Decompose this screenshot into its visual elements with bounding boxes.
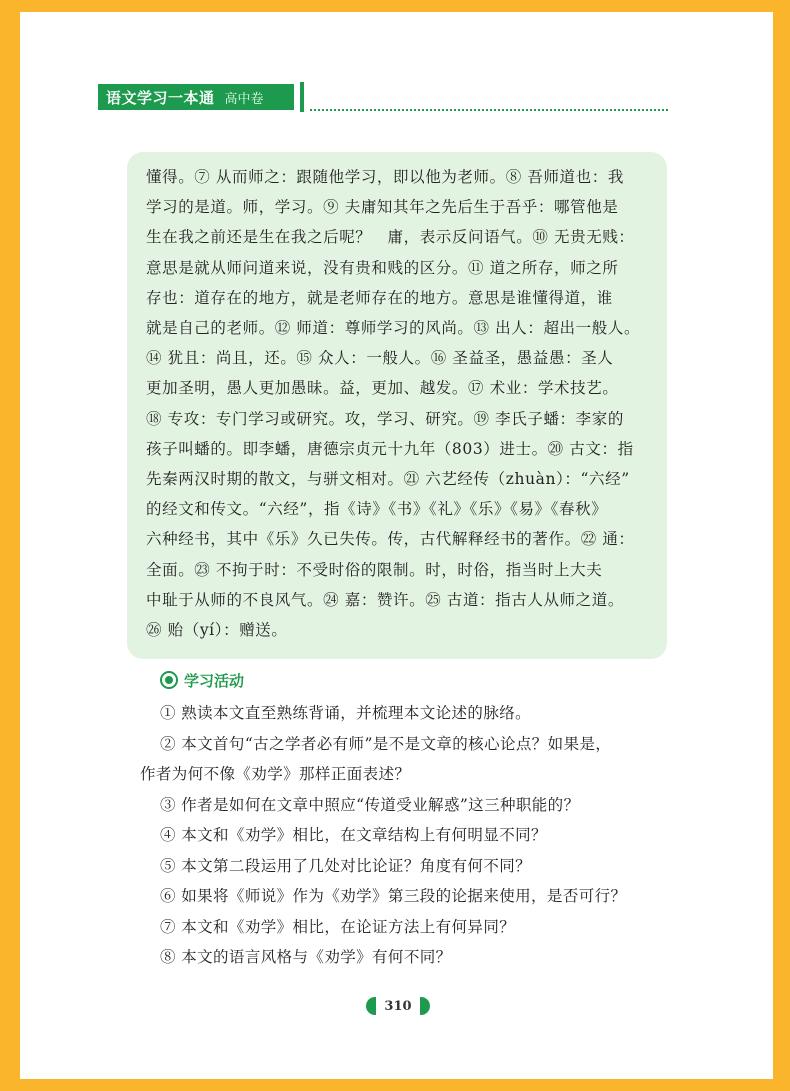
- header-dotted-rule: [310, 109, 668, 111]
- header-divider: [300, 82, 304, 112]
- note-line: ⑱ 专攻：专门学习或研究。攻，学习、研究。⑲ 李氏子蟠：李家的: [146, 409, 624, 428]
- activity-item: ① 熟读本文直至熟练背诵，并梳理本文论述的脉络。: [160, 704, 532, 722]
- book-title: 语文学习一本通: [106, 88, 215, 107]
- activity-item: ⑥ 如果将《师说》作为《劝学》第三段的论据来使用，是否可行？: [160, 887, 627, 905]
- activity-item: ⑤ 本文第二段运用了几处对比论证？角度有何不同？: [160, 856, 532, 875]
- note-line: 意思是就从师问道来说，没有贵和贱的区分。⑪ 道之所存，师之所: [146, 258, 619, 277]
- note-line: ⑭ 犹且：尚且，还。⑮ 众人：一般人。⑯ 圣益圣，愚益愚：圣人: [146, 349, 614, 368]
- activity-icon: [160, 671, 178, 689]
- activities-list: [140, 698, 680, 973]
- note-line: 的经文和传文。“六经”，指《诗》《书》《礼》《乐》《易》《春秋》: [146, 500, 608, 519]
- activity-item: ⑦ 本文和《劝学》相比，在论证方法上有何异同？: [160, 917, 516, 936]
- header-band: [98, 84, 294, 110]
- note-line: 中耻于从师的不良风气。㉔ 嘉：赞许。㉕ 古道：指古人从师之道。: [146, 590, 624, 609]
- page-number: [366, 996, 430, 1016]
- note-line: 学习的是道。师，学习。⑨ 夫庸知其年之先后生于吾乎：哪管他是: [146, 198, 619, 217]
- note-line: 孩子叫蟠的。即李蟠，唐德宗贞元十九年（803）进士。⑳ 古文：指: [146, 439, 634, 458]
- annotations-box: [127, 152, 667, 659]
- note-line: 生在我之前还是生在我之后呢？ 庸，表示反问语气。⑩ 无贵无贱：: [146, 228, 635, 247]
- note-line: ㉖ 贻（yí）：赠送。: [146, 621, 288, 640]
- activity-item: ⑧ 本文的语言风格与《劝学》有何不同？: [160, 948, 452, 966]
- note-line: 先秦两汉时期的散文，与骈文相对。㉑ 六艺经传（zhuàn）：“六经”: [146, 470, 630, 489]
- book-subtitle: 高中卷: [224, 91, 264, 107]
- activity-item: ④ 本文和《劝学》相比，在文章结构上有何明显不同？: [160, 826, 547, 844]
- page-number-cap-right: [420, 997, 430, 1015]
- activities-title: 学习活动: [184, 671, 245, 690]
- note-line: 存也：道存在的地方，就是老师存在的地方。意思是谁懂得道，谁: [146, 288, 613, 307]
- activity-item: ② 本文首句“古之学者必有师”是不是文章的核心论点？如果是，: [160, 734, 612, 753]
- page-number-cap-left: [366, 997, 376, 1015]
- note-line: 就是自己的老师。⑫ 师道：尊师学习的风尚。⑬ 出人：超出一般人。: [146, 319, 641, 338]
- page-number-text: 310: [384, 998, 412, 1014]
- activity-item-continued: 作者为何不像《劝学》那样正面表述？: [140, 765, 411, 783]
- running-header: [98, 72, 668, 114]
- note-line: 懂得。⑦ 从而师之：跟随他学习，即以他为老师。⑧ 吾师道也：我: [146, 168, 624, 186]
- learning-activities: [140, 666, 680, 973]
- note-line: 更加圣明，愚人更加愚昧。益，更加、越发。⑰ 术业：学术技艺。: [146, 379, 619, 398]
- note-line: 全面。㉓ 不拘于时：不受时俗的限制。时，时俗，指当时上大夫: [146, 560, 603, 579]
- note-line: 六种经书，其中《乐》久已失传。传，古代解释经书的著作。㉒ 通：: [146, 530, 635, 549]
- activity-item: ③ 作者是如何在文章中照应“传道受业解惑”这三种职能的？: [160, 795, 580, 814]
- activities-heading: [160, 666, 680, 694]
